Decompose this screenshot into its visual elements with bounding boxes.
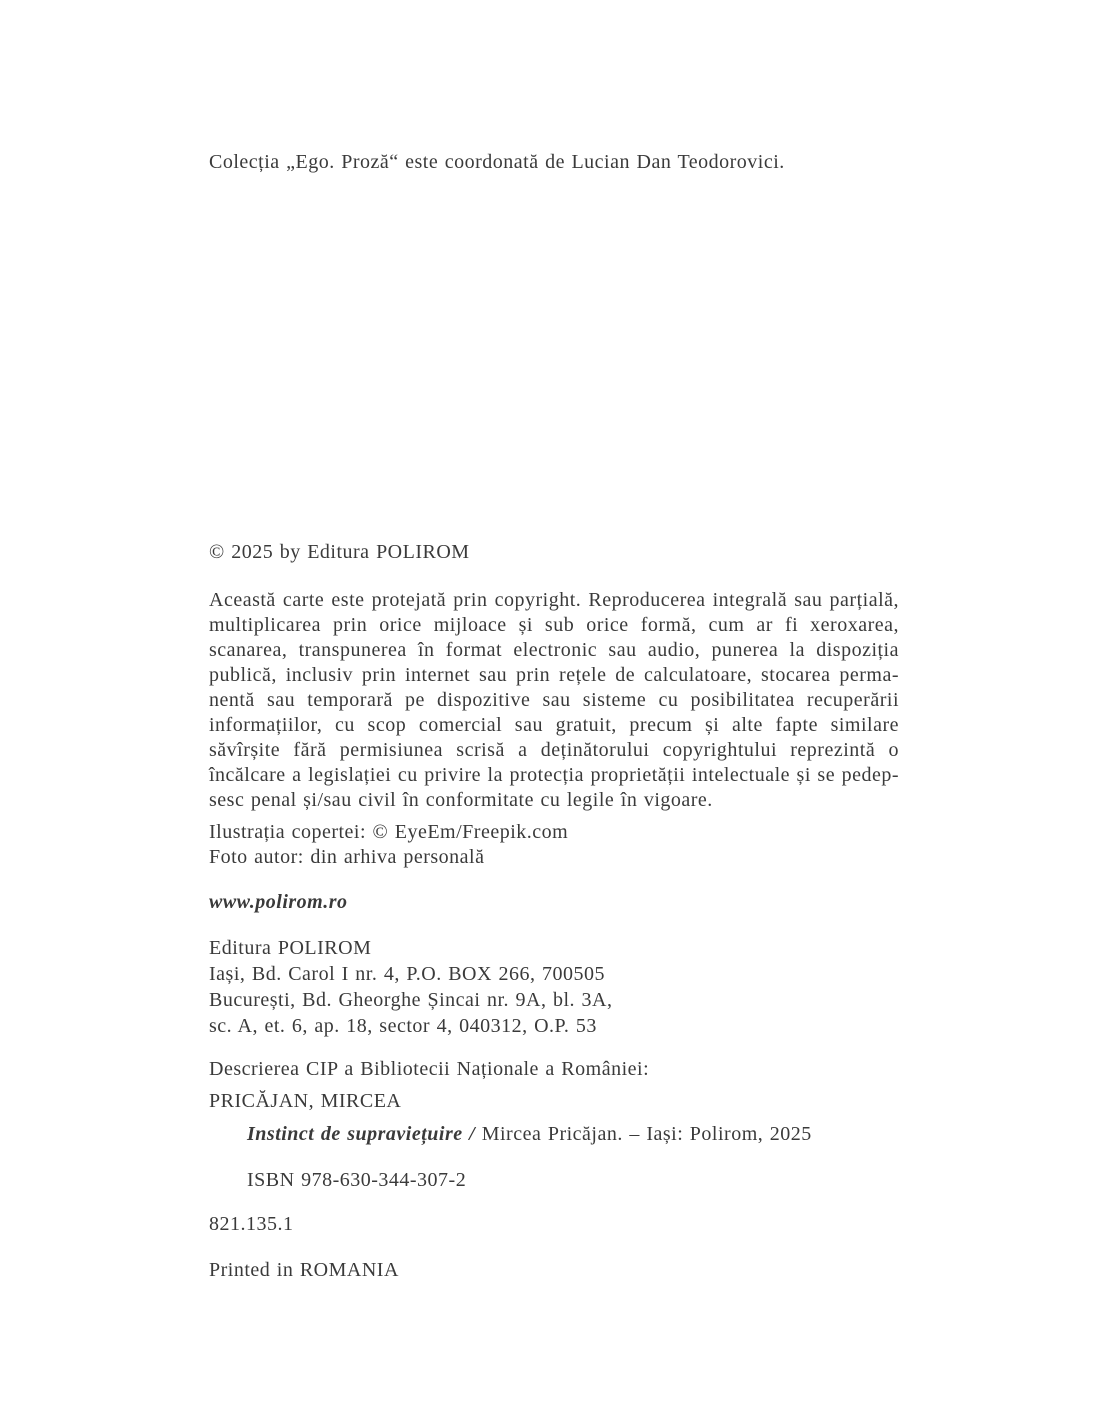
publisher-address-line: Iași, Bd. Carol I nr. 4, P.O. BOX 266, 700505 <box>209 963 605 985</box>
publisher-name: Editura POLIROM <box>209 937 372 959</box>
printed-in-note: Printed in ROMANIA <box>209 1259 399 1281</box>
copyright-paragraph-line: publică, inclusiv prin internet sau prin rețele de calculatoare, stocarea perma- <box>209 664 899 686</box>
cip-book-title: Instinct de supraviețuire / <box>247 1123 476 1145</box>
publisher-address-line: București, Bd. Gheorghe Șincai nr. 9A, bl. 3A, <box>209 989 613 1011</box>
credits <box>209 820 899 870</box>
cip-title-rest: Mircea Pricăjan. – Iași: Polirom, 2025 <box>475 1123 812 1145</box>
copyright-paragraph-line: multiplicarea prin orice mijloace și sub orice formă, cum ar fi xeroxarea, <box>209 614 899 636</box>
author-photo-credit: Foto autor: din arhiva personală <box>209 846 485 868</box>
cover-illustration-credit: Ilustrația copertei: © EyeEm/Freepik.com <box>209 821 569 843</box>
publisher-website: www.polirom.ro <box>209 891 348 913</box>
copyright-paragraph-line: scanarea, transpunerea în format electronic sau audio, punerea la dispoziția <box>209 639 899 661</box>
publisher-address-line: sc. A, et. 6, ap. 18, sector 4, 040312, O.P. 53 <box>209 1015 597 1037</box>
copyright-paragraph-line: informațiilor, cu scop comercial sau gratuit, precum și alte fapte similare <box>209 714 899 736</box>
copyright-paragraph-line: încălcare a legislației cu privire la protecția proprietății intelectuale și se pedep- <box>209 764 899 786</box>
copyright-paragraph-line: sesc penal și/sau civil în conformitate cu legile în vigoare. <box>209 789 713 811</box>
cip-heading: Descrierea CIP a Bibliotecii Naționale a României: <box>209 1058 650 1080</box>
cip-isbn: ISBN 978-630-344-307-2 <box>247 1169 467 1191</box>
cip-title-line <box>209 1122 899 1147</box>
cip-author: PRICĂJAN, MIRCEA <box>209 1090 402 1112</box>
copyright-paragraph-line: Această carte este protejată prin copyright. Reproducerea integrală sau parțială, <box>209 589 899 611</box>
collection-note: Colecția „Ego. Proză“ este coordonată de Lucian Dan Teodorovici. <box>209 151 785 173</box>
copyright-paragraph <box>209 588 899 813</box>
copyright-line: © 2025 by Editura POLIROM <box>209 541 470 563</box>
cip-udc-number: 821.135.1 <box>209 1213 294 1235</box>
copyright-paragraph-line: nentă sau temporară pe dispozitive sau sisteme cu posibilitatea recuperării <box>209 689 899 711</box>
copyright-paragraph-line: săvîrșite fără permisiunea scrisă a deținătorului copyrightului reprezintă o <box>209 739 899 761</box>
publisher-address-block <box>209 935 899 1039</box>
